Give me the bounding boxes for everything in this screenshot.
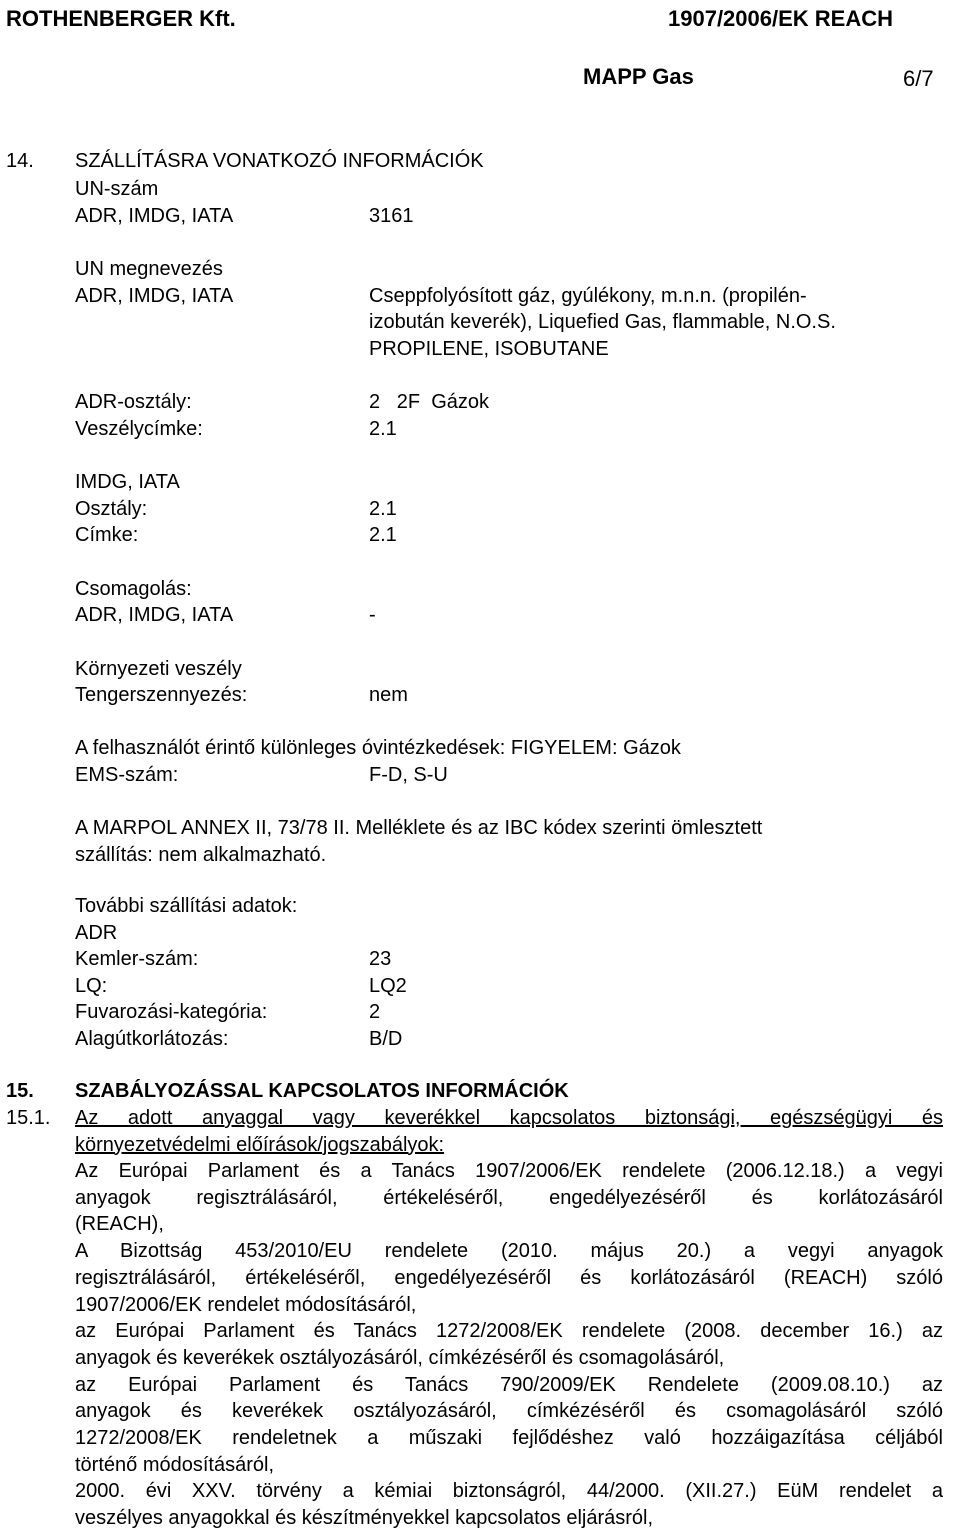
packaging-value: - — [369, 604, 376, 626]
label-value: 2.1 — [369, 524, 397, 546]
product-name: MAPP Gas — [583, 64, 694, 89]
subsection-title-line: Az adott anyaggal vagy keverékkel kapcsolatos biztonsági, egészségügyi és — [75, 1107, 943, 1129]
regulations-list — [75, 1158, 943, 1532]
regulation-line: regisztrálásáról, értékeléséről, engedélyezéséről és korlátozásáról (REACH) szóló — [75, 1266, 943, 1289]
ems-label: EMS-szám: — [75, 764, 179, 786]
adr-class-value: 2 2F Gázok — [369, 391, 490, 413]
class-value: 2.1 — [369, 498, 397, 520]
imdg-iata-label: IMDG, IATA — [75, 471, 180, 493]
section-15-title: SZABÁLYOZÁSSAL KAPCSOLATOS INFORMÁCIÓK — [75, 1080, 569, 1102]
class-label: Osztály: — [75, 498, 148, 520]
regulation-line: 1907/2006/EK rendelet módosításáról, — [75, 1293, 417, 1316]
lq-value: LQ2 — [369, 975, 407, 997]
tunnel-restriction-value: B/D — [369, 1028, 403, 1050]
un-number-modes: ADR, IMDG, IATA — [75, 205, 234, 227]
packaging-modes: ADR, IMDG, IATA — [75, 604, 234, 626]
regulation-line: anyagok és keverékek osztályozásáról, címkézéséről és csomagolásáról szóló — [75, 1400, 943, 1423]
kemler-value: 23 — [369, 948, 392, 970]
regulation-line: 2000. évi XXV. törvény a kémiai biztonságról, 44/2000. (XII.27.) EüM rendelet a — [75, 1480, 943, 1503]
regulation-line: A Bizottság 453/2010/EU rendelete (2010. május 20.) a vegyi anyagok — [75, 1240, 943, 1263]
section-14-title: SZÁLLÍTÁSRA VONATKOZÓ INFORMÁCIÓK — [75, 150, 484, 172]
adr-label: ADR — [75, 922, 118, 944]
marine-pollutant-label: Tengerszennyezés: — [75, 684, 248, 706]
un-number-value: 3161 — [369, 205, 414, 227]
regulation-line: anyagok és keverékek osztályozásáról, címkézéséről és csomagolásáról, — [75, 1346, 725, 1369]
regulation-line: veszélyes anyagokkal és készítményekkel kapcsolatos eljárásról, — [75, 1507, 654, 1530]
regulation-line: 1272/2008/EK rendeletnek a műszaki fejlődéshez való hozzáigazítása céljából — [75, 1427, 943, 1450]
regulation-line: történő módosításáról, — [75, 1453, 274, 1476]
regulation-line: anyagok regisztrálásáról, értékeléséről, engedélyezéséről és korlátozásáról — [75, 1186, 943, 1209]
packaging-label: Csomagolás: — [75, 578, 192, 600]
marpol-line: szállítás: nem alkalmazható. — [75, 844, 327, 866]
ems-value: F-D, S-U — [369, 764, 448, 786]
un-name-line: PROPILENE, ISOBUTANE — [369, 338, 609, 360]
further-transport-label: További szállítási adatok: — [75, 895, 298, 917]
subsection-title-line: környezetvédelmi előírások/jogszabályok: — [75, 1133, 445, 1156]
lq-label: LQ: — [75, 975, 108, 997]
transport-category-value: 2 — [369, 1001, 381, 1023]
hazard-label-label: Veszélycímke: — [75, 418, 203, 440]
un-number-label: UN-szám — [75, 178, 159, 200]
subsection-15-1-title — [75, 1105, 943, 1158]
adr-class-label: ADR-osztály: — [75, 391, 192, 413]
label-label: Címke: — [75, 524, 139, 546]
marpol-line: A MARPOL ANNEX II, 73/78 II. Melléklete és az IBC kódex szerinti ömlesztett — [75, 817, 763, 839]
tunnel-restriction-label: Alagútkorlátozás: — [75, 1028, 229, 1050]
hazard-label-value: 2.1 — [369, 418, 397, 440]
transport-category-label: Fuvarozási-kategória: — [75, 1001, 268, 1023]
un-name-label: UN megnevezés — [75, 258, 223, 280]
user-precautions: A felhasználót érintő különleges óvintézkedések: FIGYELEM: Gázok — [75, 737, 681, 759]
marine-pollutant-value: nem — [369, 684, 408, 706]
section-15-number: 15. — [6, 1080, 34, 1102]
env-hazard-label: Környezeti veszély — [75, 658, 242, 680]
regulation-line: az Európai Parlament és Tanács 790/2009/EK Rendelete (2009.08.10.) az — [75, 1373, 943, 1396]
section-14-number: 14. — [6, 150, 34, 172]
un-name-line: Cseppfolyósított gáz, gyúlékony, m.n.n. (propilén- — [369, 285, 807, 307]
un-name-modes: ADR, IMDG, IATA — [75, 285, 234, 307]
regulation-reference: 1907/2006/EK REACH — [668, 6, 894, 31]
kemler-label: Kemler-szám: — [75, 948, 199, 970]
subsection-15-1-number: 15.1. — [6, 1107, 51, 1129]
page-number: 6/7 — [903, 66, 934, 91]
regulation-line: az Európai Parlament és Tanács 1272/2008/EK rendelete (2008. december 16.) az — [75, 1320, 943, 1343]
regulation-line: Az Európai Parlament és a Tanács 1907/2006/EK rendelete (2006.12.18.) a vegyi — [75, 1160, 943, 1182]
regulation-line: (REACH), — [75, 1213, 164, 1236]
company-name: ROTHENBERGER Kft. — [6, 6, 236, 31]
un-name-line: izobután keverék), Liquefied Gas, flammable, N.O.S. — [369, 311, 836, 333]
